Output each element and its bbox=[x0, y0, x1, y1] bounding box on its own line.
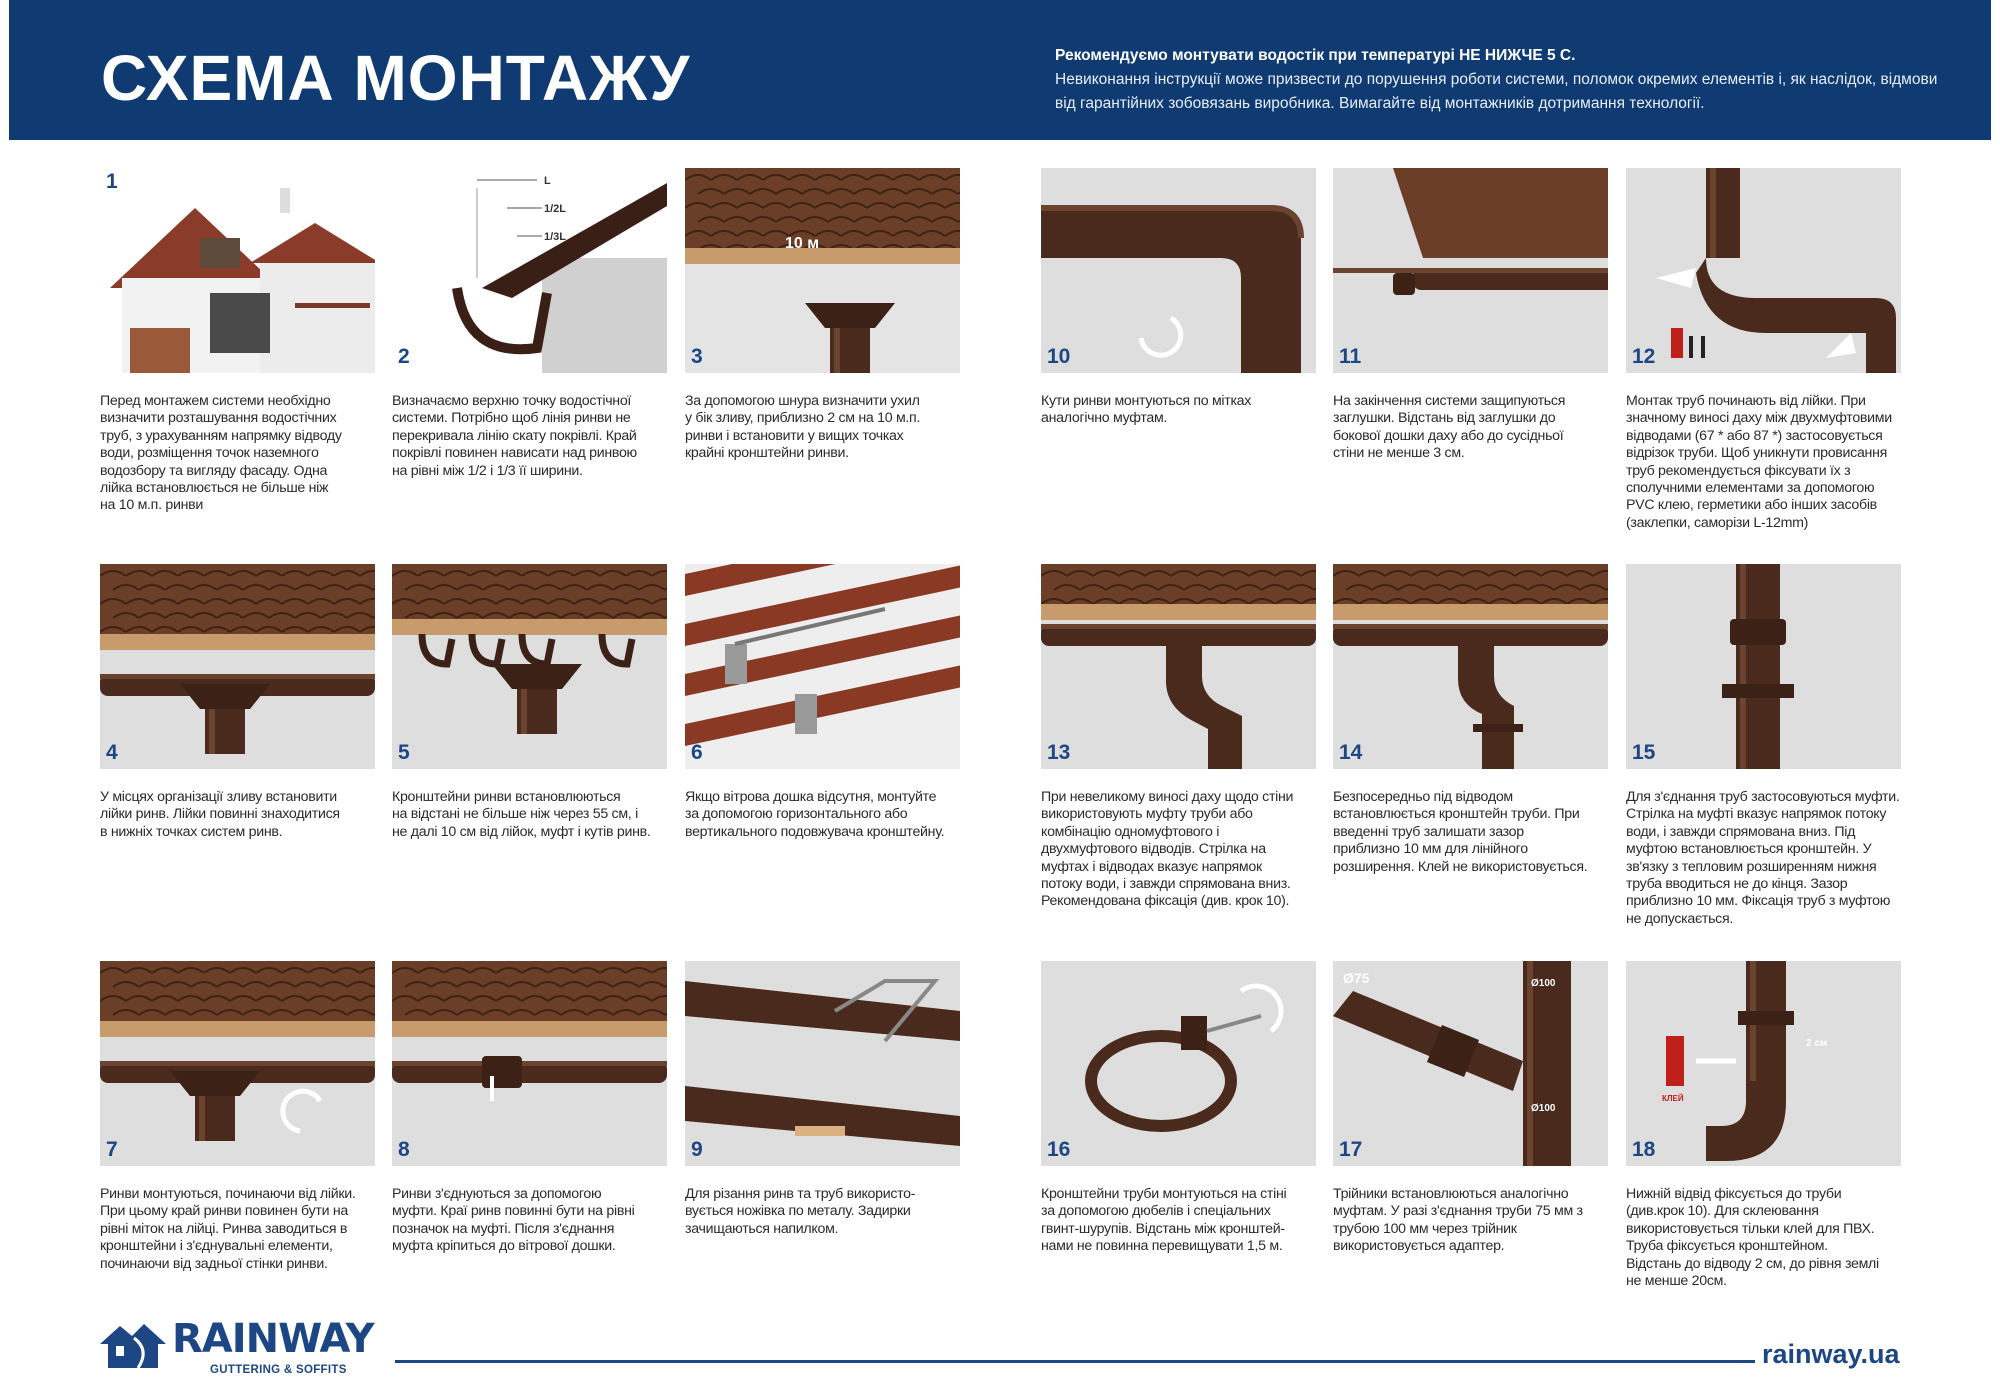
notice-warning: Невиконання інструкції може призвести до порушення роботи системи, поломок окремих елементів і, як наслідок, відмови від гарантійних зобовязань виробника. Вимагайте від монтажників дотримання технології. bbox=[1055, 71, 1938, 112]
step-illustration bbox=[100, 564, 375, 769]
step-9 bbox=[685, 961, 960, 1238]
step-image bbox=[1333, 168, 1608, 373]
step-6 bbox=[685, 564, 960, 841]
footer-divider bbox=[395, 1360, 1755, 1363]
step-description: Для різання ринв та труб використо- вується ножівка по металу. Задирки зачищаються напилком. bbox=[685, 1186, 916, 1237]
header-banner bbox=[9, 0, 1991, 140]
step-illustration bbox=[100, 168, 375, 373]
step-image bbox=[1333, 564, 1608, 769]
step-description: Визначаємо верхню точку водостічної системи. Потрібно щоб лінія ринви не перекривала лінію скату покрівлі. Край покрівлі повинен нависати над ринвою на рівні між 1/2 і 1/3 її ширини. bbox=[392, 393, 637, 479]
step-10 bbox=[1041, 168, 1316, 428]
step-illustration bbox=[1041, 168, 1316, 373]
step-illustration bbox=[1626, 168, 1901, 373]
step-illustration bbox=[1041, 961, 1316, 1166]
step-description: Кути ринви монтуються по мітках аналогічно муфтам. bbox=[1041, 393, 1252, 427]
step-image bbox=[1041, 564, 1316, 769]
step-description: Безпосередньо під відводом встановлюється кронштейн труби. При введенні труб залишати зазор приблизно 10 мм для лінійного розширення. Клей не використовується. bbox=[1333, 789, 1588, 875]
illustration-label: Ø100 bbox=[1531, 978, 1556, 989]
step-number: 17 bbox=[1339, 1138, 1363, 1161]
step-image bbox=[100, 564, 375, 769]
step-number: 15 bbox=[1632, 741, 1656, 764]
step-illustration bbox=[1626, 564, 1901, 769]
step-number: 9 bbox=[691, 1138, 703, 1161]
step-illustration bbox=[392, 168, 667, 373]
step-illustration bbox=[685, 168, 960, 373]
step-illustration bbox=[100, 961, 375, 1166]
step-description: Кронштейни труби монтуються на стіні за допомогою дюбелів і спеціальних гвинт-шурупів. Відстань між кронштей- нами не повинна перевищувати 1,5 м. bbox=[1041, 1186, 1287, 1255]
step-illustration bbox=[1626, 961, 1901, 1166]
illustration-label: 2 см bbox=[1806, 1038, 1828, 1049]
illustration-label: КЛЕЙ bbox=[1662, 1094, 1684, 1103]
step-12 bbox=[1626, 168, 1901, 532]
illustration-label: 10 м bbox=[785, 235, 820, 252]
step-description: Якщо вітрова дошка відсутня, монтуйте за допомогою горизонтального або вертикального подовжувача кронштейну. bbox=[685, 789, 945, 840]
step-description: На закінчення системи защипуються заглушки. Відстань від заглушки до бокової дошки даху або до сусідньої стіни не менше 3 см. bbox=[1333, 393, 1566, 462]
step-illustration bbox=[392, 961, 667, 1166]
step-number: 12 bbox=[1632, 345, 1656, 368]
step-description: Монтак труб починають від лійки. При значному виносі даху між двухмуфтовими відводами (67 * або 87 *) застосовується відрізок труби. Щоб уникнути провисання труб рекомендується фіксувати їх з сполучними елементами за допомогою PVC клею, герметики або інших засобів (заклепки, саморізи L-12mm) bbox=[1626, 393, 1892, 531]
step-illustration bbox=[685, 564, 960, 769]
step-1 bbox=[100, 168, 375, 515]
step-image bbox=[685, 564, 960, 769]
step-image bbox=[1041, 168, 1316, 373]
house-logo-icon bbox=[98, 1318, 168, 1374]
website-link[interactable]: rainway.ua bbox=[1762, 1339, 1900, 1369]
step-image bbox=[100, 168, 375, 373]
illustration-label: Ø100 bbox=[1531, 1103, 1556, 1114]
step-number: 16 bbox=[1047, 1138, 1071, 1161]
step-description: За допомогою шнура визначити ухил у бік зливу, приблизно 2 см на 10 м.п. ринви і встановити у вищих точках крайні кронштейни ринви. bbox=[685, 393, 921, 462]
step-number: 10 bbox=[1047, 345, 1071, 368]
step-17 bbox=[1333, 961, 1608, 1256]
step-16 bbox=[1041, 961, 1316, 1256]
step-number: 6 bbox=[691, 741, 703, 764]
step-description: Ринви монтуються, починаючи від лійки. При цьому край ринви повинен бути на рівні міток на лійці. Ринва заводиться в кронштейни і з'єднувальні елементи, починаючи від задньої стінки ринви. bbox=[100, 1186, 356, 1272]
step-number: 2 bbox=[398, 345, 410, 368]
step-number: 3 bbox=[691, 345, 703, 368]
step-illustration bbox=[1333, 961, 1608, 1166]
step-illustration bbox=[1333, 564, 1608, 769]
step-5 bbox=[392, 564, 667, 841]
step-number: 5 bbox=[398, 741, 410, 764]
step-13 bbox=[1041, 564, 1316, 911]
step-number: 4 bbox=[106, 741, 118, 764]
step-image bbox=[1626, 564, 1901, 769]
step-3 bbox=[685, 168, 960, 463]
logo-wordmark: RAINWAY bbox=[172, 1316, 374, 1362]
step-image bbox=[392, 564, 667, 769]
step-8 bbox=[392, 961, 667, 1256]
illustration-label: 1/2L bbox=[544, 203, 567, 215]
step-number: 8 bbox=[398, 1138, 410, 1161]
logo-tagline: GUTTERING & SOFFITS bbox=[210, 1364, 347, 1376]
step-14 bbox=[1333, 564, 1608, 876]
step-11 bbox=[1333, 168, 1608, 463]
step-4 bbox=[100, 564, 375, 841]
step-description: Перед монтажем системи необхідно визначити розташування водостічних труб, з урахуванням напрямку відводу води, розміщення точок наземного водозбору та вигляду фасаду. Одна лійка встановлюється не більше ніж на 10 м.п. ринви bbox=[100, 393, 342, 514]
step-image bbox=[685, 961, 960, 1166]
step-number: 7 bbox=[106, 1138, 118, 1161]
page-title: СХЕМА МОНТАЖУ bbox=[101, 42, 691, 114]
step-description: Кронштейни ринви встановлюються на відстані не більше ніж через 55 см, і не далі 10 см від лійок, муфт і кутів ринв. bbox=[392, 789, 651, 840]
step-number: 11 bbox=[1339, 345, 1362, 368]
step-number: 14 bbox=[1339, 741, 1363, 764]
step-image bbox=[1626, 961, 1901, 1166]
illustration-label: 1/3L bbox=[544, 231, 567, 243]
step-15 bbox=[1626, 564, 1901, 928]
rainway-logo[interactable] bbox=[98, 1318, 398, 1380]
step-18 bbox=[1626, 961, 1901, 1290]
step-description: Трійники встановлюються аналогічно муфтам. У разі з'єднання труби 75 мм з трубою 100 мм через трійник використовується адаптер. bbox=[1333, 1186, 1583, 1255]
step-description: У місцях організації зливу встановити лійки ринв. Лійки повинні знаходитися в нижніх точках систем ринв. bbox=[100, 789, 340, 840]
step-description: Ринви з'єднуються за допомогою муфти. Краї ринв повинні бути на рівні позначок на муфті. Після з'єднання муфта кріпиться до вітрової дошки. bbox=[392, 1186, 635, 1255]
step-image bbox=[392, 961, 667, 1166]
step-description: Для з'єднання труб застосовуються муфти. Стрілка на муфті вказує напрямок потоку води, і завжди спрямована вниз. Під муфтою встановлюється кронштейн. У зв'язку з тепловим розширенням нижня труба вводиться не до кінця. Зазор приблизно 10 мм. Фіксація труб з муфтою не допускається. bbox=[1626, 789, 1900, 927]
installation-notice bbox=[1055, 44, 1955, 116]
step-image bbox=[100, 961, 375, 1166]
step-image bbox=[1041, 961, 1316, 1166]
step-2 bbox=[392, 168, 667, 480]
step-image bbox=[685, 168, 960, 373]
step-number: 13 bbox=[1047, 741, 1071, 764]
step-illustration bbox=[1041, 564, 1316, 769]
step-description: Нижній відвід фіксується до труби (див.крок 10). Для склеювання використовується тільки клей для ПВХ. Труба фіксується кронштейном. Відстань до відводу 2 см, до рівня землі не менше 20см. bbox=[1626, 1186, 1879, 1290]
step-image bbox=[1333, 961, 1608, 1166]
illustration-label: L bbox=[544, 175, 551, 187]
step-number: 1 bbox=[106, 170, 118, 193]
step-illustration bbox=[392, 564, 667, 769]
illustration-label: Ø75 bbox=[1343, 970, 1370, 986]
step-number: 18 bbox=[1632, 1138, 1656, 1161]
step-7 bbox=[100, 961, 375, 1273]
step-illustration bbox=[685, 961, 960, 1166]
step-image bbox=[392, 168, 667, 373]
step-illustration bbox=[1333, 168, 1608, 373]
step-image bbox=[1626, 168, 1901, 373]
step-description: При невеликому виносі даху щодо стіни використовують муфту труби або комбінацію одномуфтового і двухмуфтового відводів. Стрілка на муфтах і відводах вказує напрямок потоку води, і завжди спрямована вниз. Рекомендована фіксація (див. крок 10). bbox=[1041, 789, 1294, 910]
notice-temperature: Рекомендуємо монтувати водостік при температурі НЕ НИЖЧЕ 5 С. bbox=[1055, 47, 1576, 64]
